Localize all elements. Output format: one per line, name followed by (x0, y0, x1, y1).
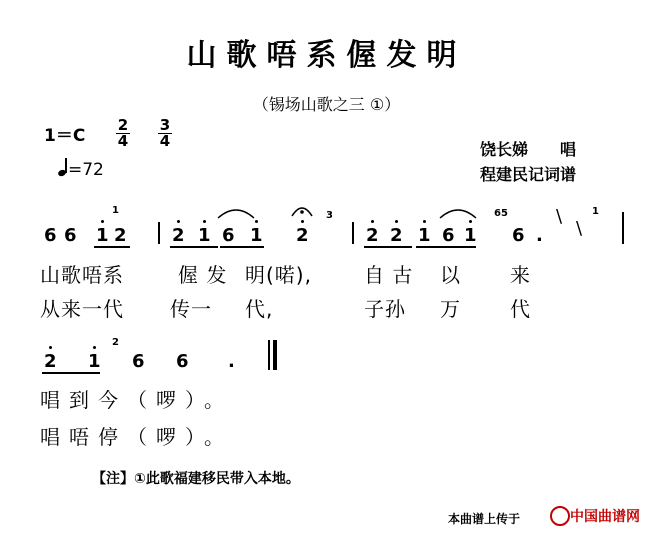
meter-3-4 (158, 117, 172, 149)
tempo-marking: =72 (68, 160, 104, 180)
lyric-word: 自 古 (364, 263, 414, 287)
note: 2 (366, 225, 379, 246)
meter-numerator: 3 (159, 116, 171, 134)
grace-note: 1 (112, 205, 119, 216)
fermata (290, 200, 314, 218)
grace-note: 2 (112, 337, 119, 348)
barline (622, 212, 624, 244)
note: 1 (88, 351, 101, 372)
site-name[interactable]: 中国曲谱网 (570, 509, 640, 525)
transcriber-credit: 程建民记词谱 (480, 165, 577, 184)
barline (158, 222, 160, 244)
quarter-note-icon (58, 158, 68, 180)
note-dot: . (536, 225, 543, 246)
note: 2 (390, 225, 403, 246)
lyric-line-1: 山歌唔系 (40, 263, 124, 287)
lyric-line-1: 唱到今（啰）。 (40, 388, 233, 412)
meter-numerator: 2 (117, 116, 129, 134)
footnote: 【注】①此歌福建移民带入本地。 (92, 471, 300, 487)
page-title: 山歌唔系偓发明 (186, 38, 467, 73)
note: 6 (222, 225, 235, 246)
glissando-mark: \ (556, 206, 563, 227)
meter-denominator: 4 (117, 132, 129, 150)
note: 6 (512, 225, 525, 246)
lyric-word: 代, (245, 297, 274, 321)
meter-2-4 (116, 117, 130, 149)
lyric-line-2: 唱唔停（啰）。 (40, 425, 233, 449)
note: 6 (176, 351, 189, 372)
lyric-word: 子孙 (364, 297, 406, 321)
note: 1 (464, 225, 477, 246)
grace-note: 3 (326, 210, 333, 221)
note: 6 (132, 351, 145, 372)
barline (352, 222, 354, 244)
grace-note: 65 (494, 208, 508, 219)
lyric-line-2: 从来一代 (40, 297, 124, 321)
slur (438, 204, 478, 220)
subtitle: （锡场山歌之三 ①） (252, 95, 401, 114)
glissando-mark: \ (576, 218, 583, 239)
lyric-word: 来 (510, 263, 531, 287)
slur (216, 204, 256, 220)
lyric-word: 以 (440, 263, 461, 287)
note-dot: . (228, 351, 235, 372)
final-barline-thin (268, 340, 270, 370)
note: 2 (296, 225, 309, 246)
note: 6 (64, 225, 77, 246)
note: 2 (172, 225, 185, 246)
source-label: 本曲谱上传于 (448, 512, 521, 526)
final-barline-thick (273, 340, 277, 370)
note: 1 (418, 225, 431, 246)
site-logo-icon (550, 506, 570, 526)
singer-credit: 饶长娣 唱 (480, 140, 577, 159)
note: 6 (442, 225, 455, 246)
note: 2 (44, 351, 57, 372)
meter-denominator: 4 (159, 132, 171, 150)
lyric-word: 代 (510, 297, 531, 321)
note: 6 (44, 225, 57, 246)
note: 1 (250, 225, 263, 246)
note: 2 (114, 225, 127, 246)
note: 1 (198, 225, 211, 246)
lyric-word: 传一 (170, 297, 212, 321)
lyric-word: 明(喏), (245, 263, 312, 287)
key-signature: 1＝C (44, 126, 86, 146)
lyric-word: 万 (440, 297, 461, 321)
lyric-word: 偓 发 (178, 263, 228, 287)
note: 1 (96, 225, 109, 246)
grace-note: 1 (592, 206, 599, 217)
